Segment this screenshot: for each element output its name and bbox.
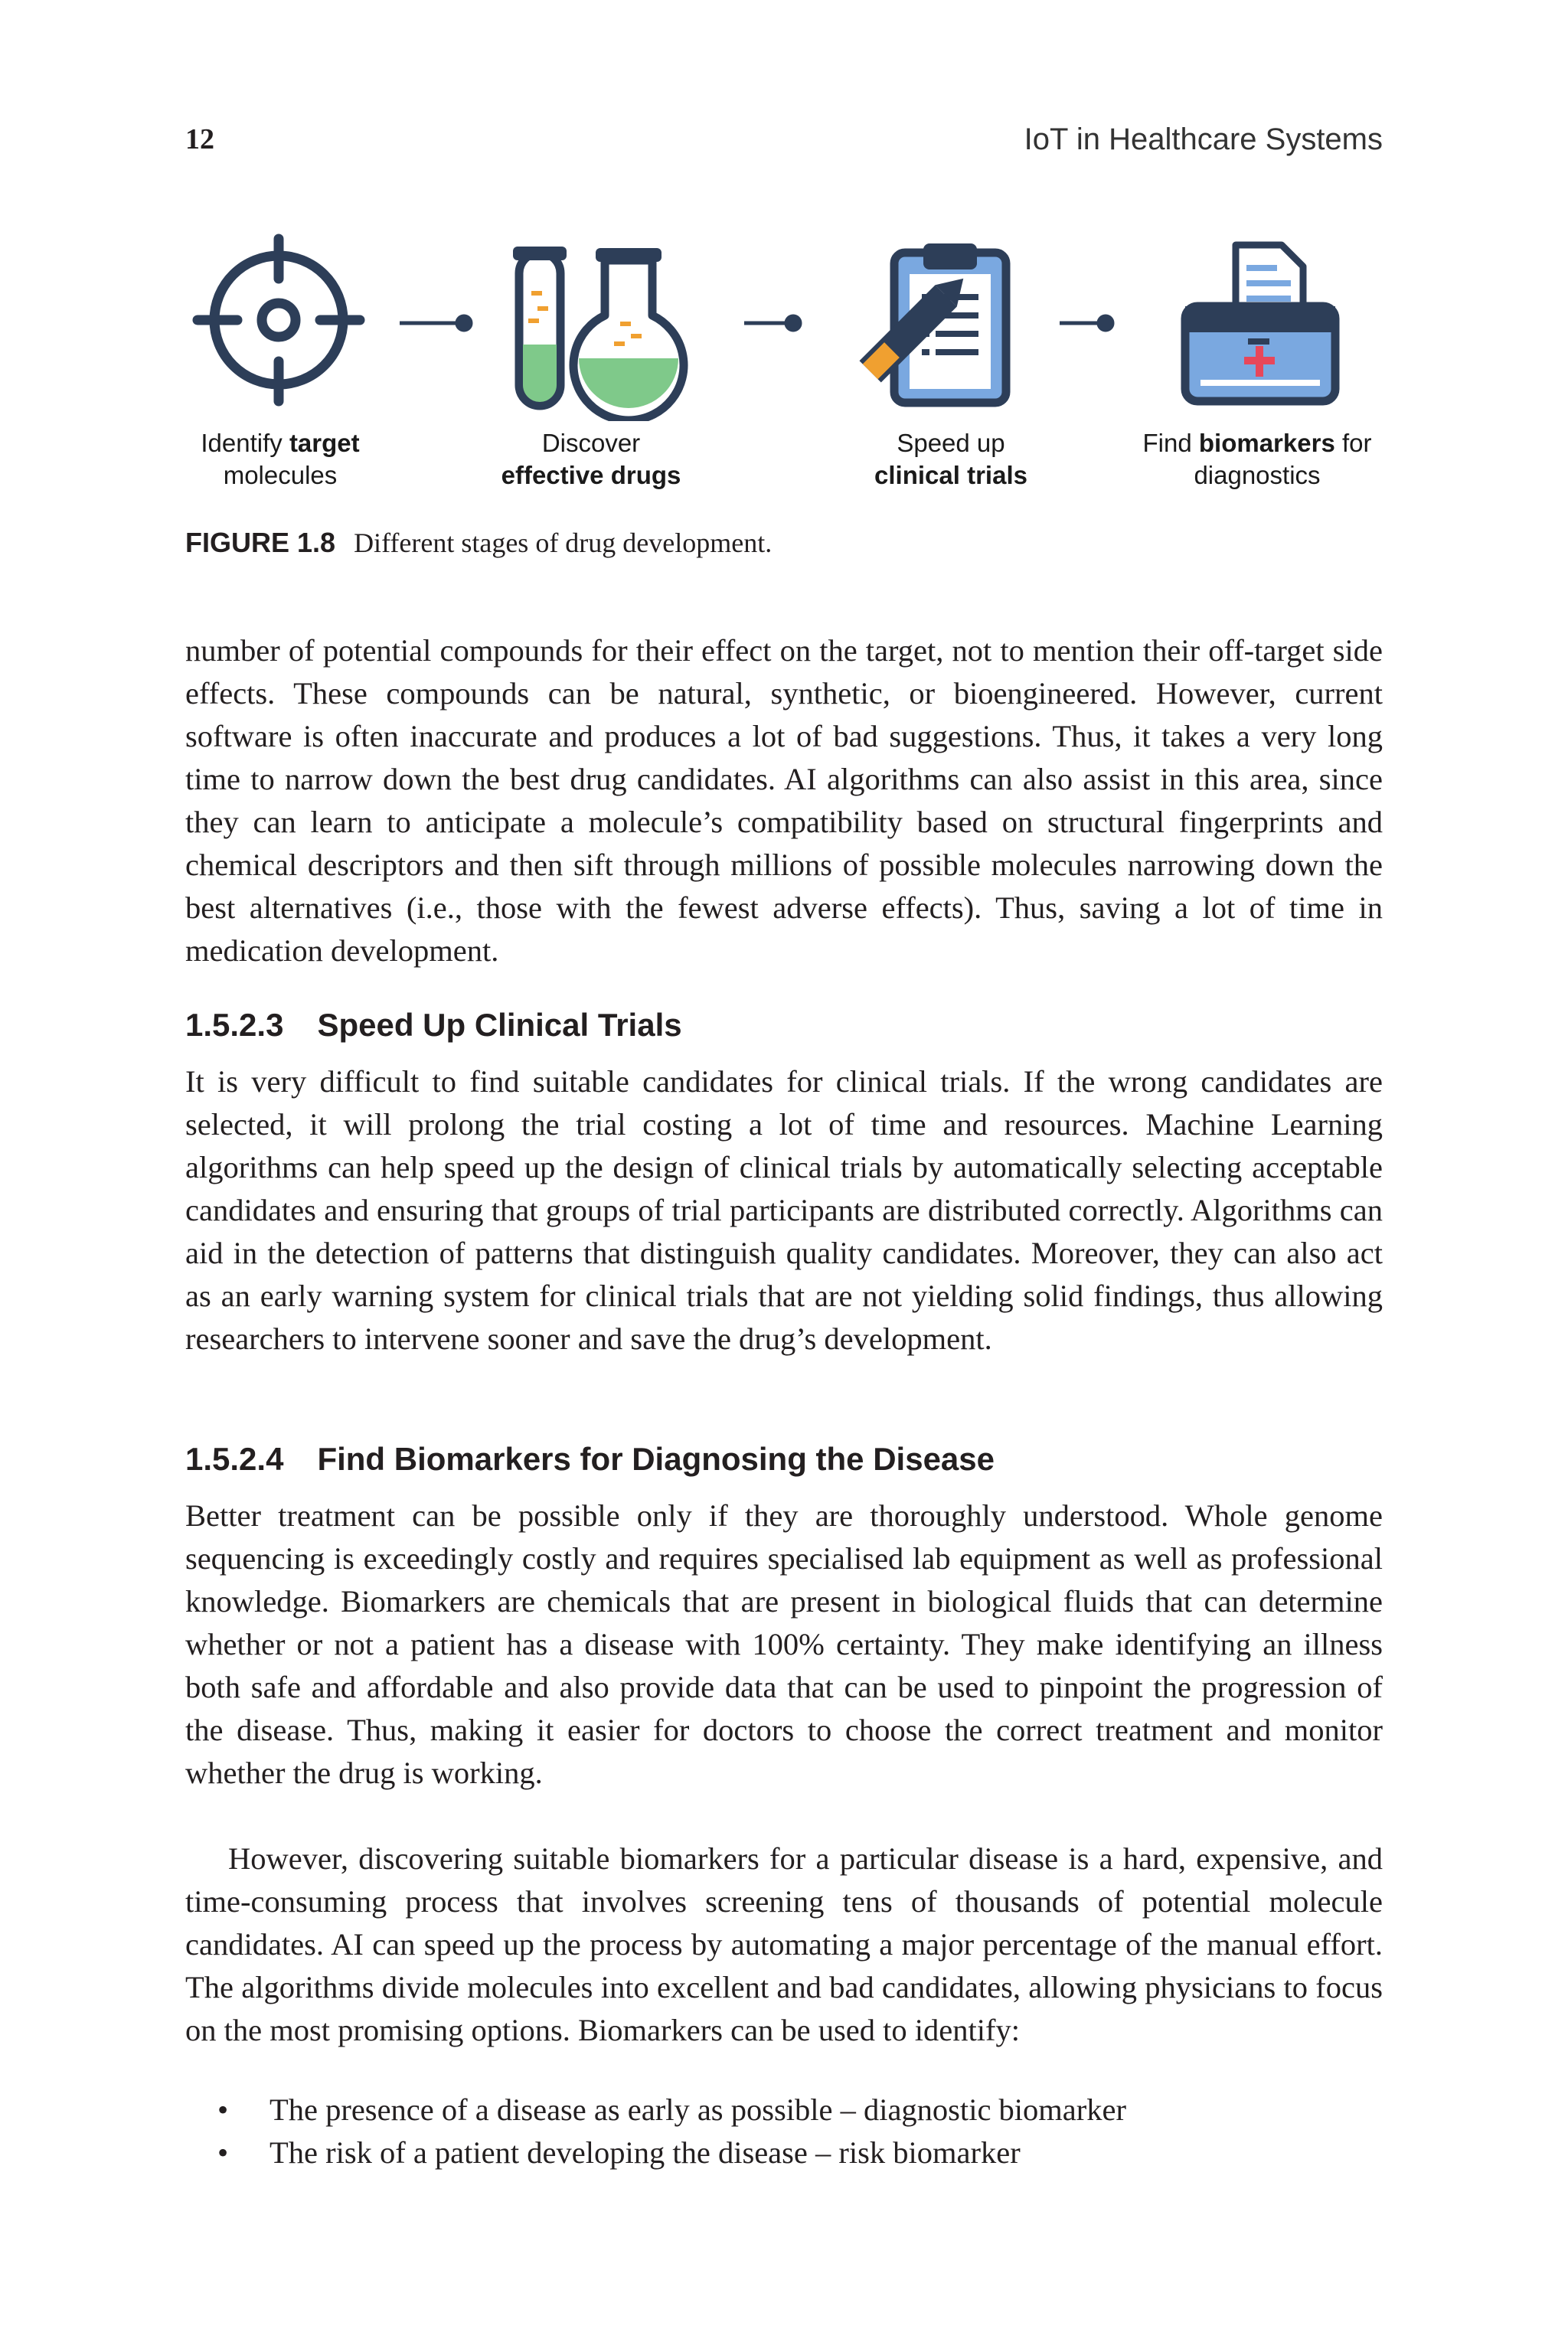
section-heading [185,1441,995,1478]
stage-label-speed-up: Speed up clinical trials [874,429,1027,489]
section-title: Speed Up Clinical Trials [317,1007,682,1043]
running-header-title: IoT in Healthcare Systems [1024,122,1383,156]
test-tubes-icon [513,247,684,420]
body-paragraph: It is very difficult to find suitable candidates for clinical trials. If the wrong candidates are selected, it will prolong the trial costing a lot of time and resources. Machine Learning algorithms can help speed up the design of clinical trials by automatically selecting acceptable candidates and ensuring that groups of trial participants are distributed correctly. Algorithms can aid in the detection of patterns that distinguish quality candidates. Moreover, they can also act as an early warning system for clinical trials that are not yielding solid findings, thus allowing researchers to intervene sooner and save the drug’s development. [185,1064,1383,1356]
figure-icons [185,230,1383,421]
clipboard-pen-icon [860,243,1006,403]
figure-caption-text: Different stages of drug development. [354,528,773,558]
bullet-list [214,2089,1378,2174]
medical-kit-icon [1185,245,1335,401]
stage-label-identify: Identify target molecules [201,429,360,489]
stage-label-discover: Discover effective drugs [501,429,681,489]
section-number: 1.5.2.3 [185,1007,284,1043]
figure-caption [185,527,772,559]
connector-arrow [400,316,471,330]
section-heading [185,1007,682,1044]
section-number: 1.5.2.4 [185,1441,284,1477]
list-item: • The risk of a patient developing the disease – risk biomarker [214,2132,1378,2174]
connector-arrow [1060,316,1112,330]
section-title: Find Biomarkers for Diagnosing the Disease [317,1441,995,1477]
list-item: • The presence of a disease as early as possible – diagnostic biomarker [214,2089,1378,2132]
target-icon [198,239,360,401]
figure-caption-number: FIGURE 1.8 [185,527,336,558]
body-paragraph: number of potential compounds for their effect on the target, not to mention their off-target side effects. These compounds can be natural, synthetic, or bioengineered. However, current software is often inaccurate and produces a lot of bad suggestions. Thus, it takes a very long time to narrow down the best drug candidates. AI algorithms can also assist in this area, since they can learn to anticipate a molecule’s compatibility based on structural fingerprints and chemical descriptors and then sift through millions of possible molecules narrowing down the best alternatives (i.e., those with the fewest adverse effects). Thus, saving a lot of time in medication development. [185,633,1383,968]
body-paragraph: However, discovering suitable biomarkers for a particular disease is a hard, expensive, and time-consuming process that involves screening tens of thousands of potential molecule candidates. AI can speed up the process by automating a major percentage of the manual effort. The algorithms divide molecules into excellent and bad candidates, allowing physicians to focus on the most promising options. Biomarkers can be used to identify: [185,1841,1383,2047]
page-number: 12 [185,123,214,155]
connector-arrow [744,316,800,330]
drug-development-figure [185,230,1383,505]
body-paragraph: Better treatment can be possible only if they are thoroughly understood. Whole genome sequencing is exceedingly costly and requires specialised lab equipment as well as professional knowledge. Biomarkers are chemicals that are present in biological fluids that can determine whether or not a patient has a disease with 100% certainty. They make identifying an illness both safe and affordable and also provide data that can be used to pinpoint the progression of the disease. Thus, making it easier for doctors to choose the correct treatment and monitor whether the drug is working. [185,1498,1383,1790]
stage-label-biomarkers: Find biomarkers for diagnostics [1142,429,1372,489]
